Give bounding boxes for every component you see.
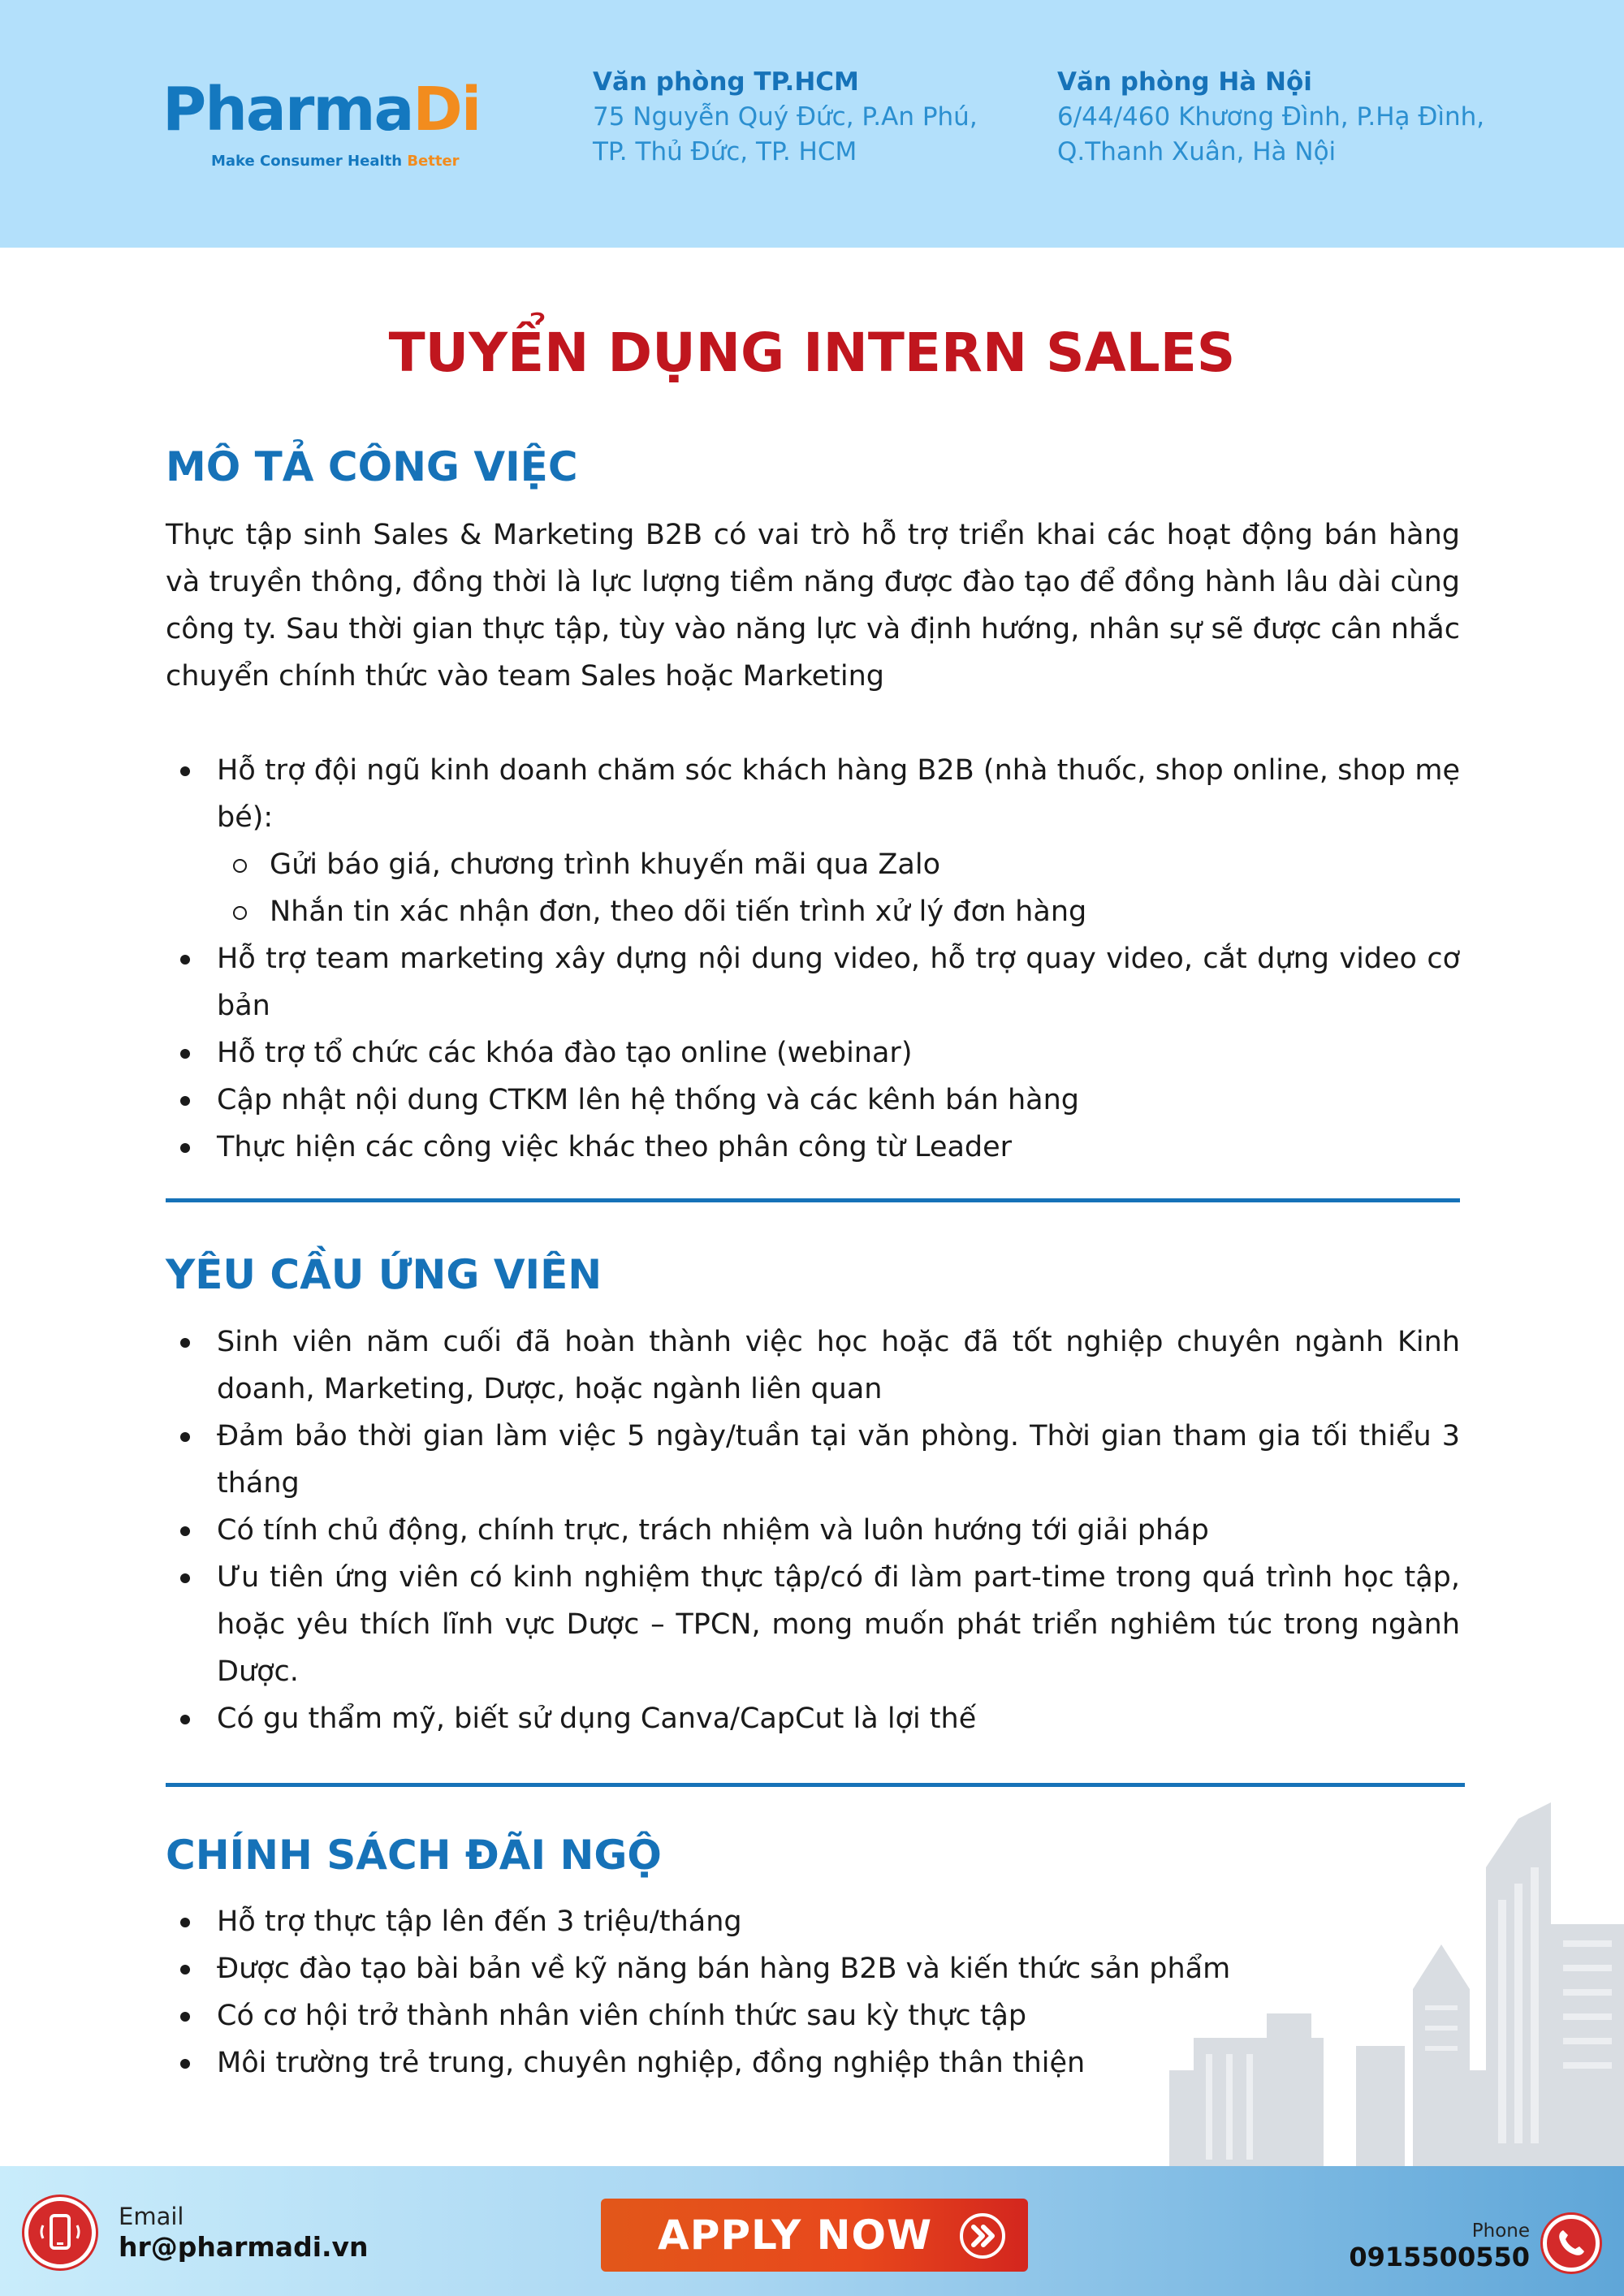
list-item: Ưu tiên ứng viên có kinh nghiệm thực tập/có đi làm part-time trong quá trình học tập, hoặc yêu thích lĩnh vực Dược – TPCN, mong muốn phát triển nghiêm túc trong ngành Dược.: [166, 1554, 1460, 1695]
list-item: Có cơ hội trở thành nhân viên chính thức sau kỳ thực tập: [166, 1992, 1302, 2039]
office-hcm-address-line1: 75 Nguyễn Quý Đức, P.An Phú,: [593, 102, 978, 132]
logo-word-part1: Pharma: [162, 75, 413, 145]
office-hcm: [593, 65, 1031, 170]
office-hanoi-address-line2: Q.Thanh Xuân, Hà Nội: [1057, 137, 1337, 166]
job-description-list: [166, 747, 1460, 1171]
apply-now-label: APPLY NOW: [658, 2212, 933, 2259]
office-hcm-address-line2: TP. Thủ Đức, TP. HCM: [593, 137, 857, 166]
job-description-heading: MÔ TẢ CÔNG VIỆC: [166, 443, 578, 490]
sub-list-item: Nhắn tin xác nhận đơn, theo dõi tiến trình xử lý đơn hàng: [217, 888, 1460, 935]
list-item: Hỗ trợ team marketing xây dựng nội dung video, hỗ trợ quay video, cắt dựng video cơ bản: [166, 935, 1460, 1029]
pharmadi-logo: [162, 73, 481, 175]
page-title: TUYỂN DỤNG INTERN SALES: [388, 322, 1236, 384]
list-item: Đảm bảo thời gian làm việc 5 ngày/tuần tại văn phòng. Thời gian tham gia tối thiểu 3 tháng: [166, 1413, 1460, 1507]
email-label: Email: [119, 2203, 184, 2230]
job-description-intro: Thực tập sinh Sales & Marketing B2B có vai trò hỗ trợ triển khai các hoạt động bán hàng và truyền thông, đồng thời là lực lượng tiềm năng được đào tạo để đồng hành lâu dài cùng công ty. Sau thời gian thực tập, tùy vào năng lực và định hướng, nhân sự sẽ được cân nhắc chuyển chính thức vào team Sales hoặc Marketing: [166, 519, 1460, 693]
apply-now-button[interactable]: [601, 2199, 1028, 2272]
section-divider: [166, 1198, 1460, 1202]
logo-tagline-part2: Better: [407, 153, 460, 170]
requirements-heading: YÊU CẦU ỨNG VIÊN: [166, 1251, 603, 1298]
logo-wordmark: [162, 73, 480, 146]
sub-list-item: Gửi báo giá, chương trình khuyến mãi qua Zalo: [217, 841, 1460, 888]
list-item: Sinh viên năm cuối đã hoàn thành việc học hoặc đã tốt nghiệp chuyên ngành Kinh doanh, Marketing, Dược, hoặc ngành liên quan: [166, 1318, 1460, 1413]
office-hanoi-title: Văn phòng Hà Nội: [1057, 67, 1312, 97]
header-banner: [0, 0, 1624, 248]
list-item: Môi trường trẻ trung, chuyên nghiệp, đồng nghiệp thân thiện: [166, 2039, 1302, 2087]
benefits-heading: CHÍNH SÁCH ĐÃI NGỘ: [166, 1832, 662, 1879]
email-link[interactable]: hr@pharmadi.vn: [119, 2231, 369, 2263]
mobile-phone-icon: [24, 2197, 96, 2268]
phone-number[interactable]: 0915500550: [1349, 2242, 1530, 2272]
list-item: Có gu thẩm mỹ, biết sử dụng Canva/CapCut là lợi thế: [166, 1695, 1460, 1742]
logo-tagline-part1: Make Consumer Health: [211, 153, 408, 170]
list-item: Cập nhật nội dung CTKM lên hệ thống và các kênh bán hàng: [166, 1077, 1460, 1124]
list-item: Hỗ trợ thực tập lên đến 3 triệu/tháng: [166, 1898, 1302, 1945]
chevrons-right-icon: [960, 2213, 1005, 2259]
list-item: Hỗ trợ tổ chức các khóa đào tạo online (webinar): [166, 1029, 1460, 1077]
requirements-list: [166, 1318, 1460, 1742]
job-subtask-list: [217, 841, 1460, 935]
office-hanoi-address-line1: 6/44/460 Khương Đình, P.Hạ Đình,: [1057, 102, 1485, 132]
phone-label: Phone: [1471, 2220, 1530, 2242]
list-item: Có tính chủ động, chính trực, trách nhiệm và luôn hướng tới giải pháp: [166, 1507, 1460, 1554]
logo-word-part2: Di: [412, 75, 481, 145]
list-item: Thực hiện các công việc khác theo phân công từ Leader: [166, 1124, 1460, 1171]
office-hcm-title: Văn phòng TP.HCM: [593, 67, 859, 97]
section-divider: [166, 1783, 1465, 1787]
list-item: [166, 747, 1460, 935]
telephone-icon: [1543, 2215, 1600, 2272]
logo-tagline: [211, 152, 460, 171]
list-item: Được đào tạo bài bản về kỹ năng bán hàng B2B và kiến thức sản phẩm: [166, 1945, 1302, 1992]
job-task-text: Hỗ trợ đội ngũ kinh doanh chăm sóc khách hàng B2B (nhà thuốc, shop online, shop mẹ bé):: [217, 754, 1460, 834]
benefits-list: [166, 1898, 1302, 2087]
office-hanoi: [1057, 65, 1561, 170]
